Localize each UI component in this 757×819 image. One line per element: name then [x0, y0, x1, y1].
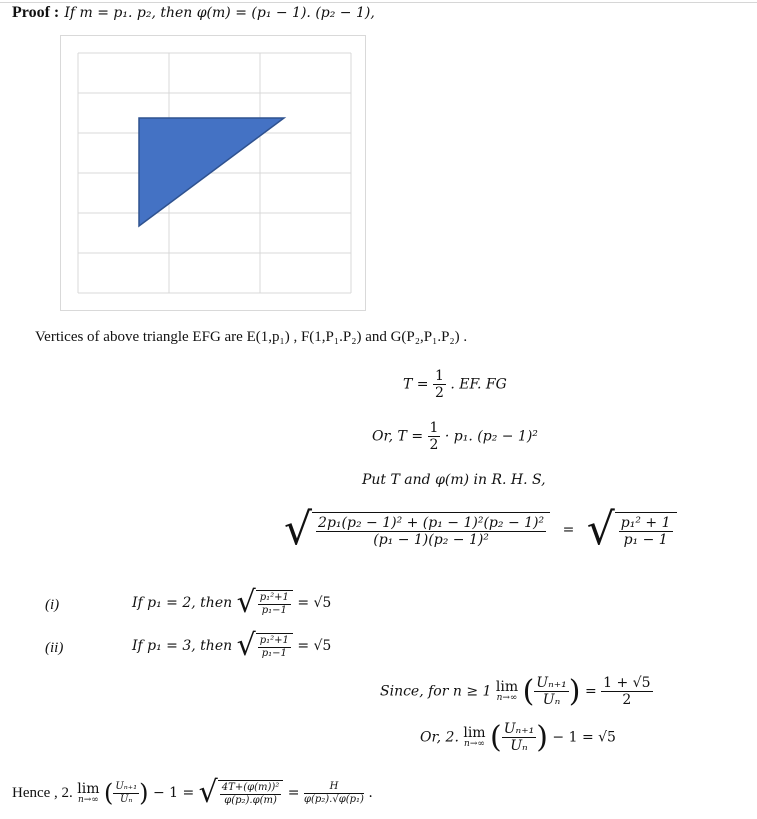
case-i-text: If p₁ = 2, then: [132, 595, 233, 611]
case-ii-num: p₁²+1: [259, 635, 289, 646]
since-lhs: Since, for n ≥ 1: [380, 683, 492, 700]
eq-or-t-rhs: · p₁. (p₂ − 1)²: [444, 428, 538, 445]
hence-sqrt-sign: √: [198, 775, 218, 810]
right-sqrt-body: [615, 512, 677, 548]
hence-eq-sign: =: [287, 785, 300, 801]
case-i-sqrt-sign: √: [236, 585, 256, 620]
since-rden: 2: [622, 692, 632, 708]
hence-lim: [77, 782, 99, 805]
eq-or-t-lhs: Or, T =: [372, 428, 424, 445]
since-fraction: [534, 675, 568, 708]
case-ii-label: (ii): [45, 640, 64, 656]
hence-den: Uₙ: [119, 793, 133, 805]
big-eq-sign: =: [562, 522, 575, 538]
since-equation: [380, 674, 653, 709]
case-ii-sqrt-body: [256, 633, 293, 659]
big-sqrt-body: [312, 512, 550, 548]
since-eq-sign: =: [584, 683, 597, 700]
since-lparen: (: [522, 674, 535, 709]
case-i-rhs: = √5: [297, 595, 332, 611]
triangle-figure: [60, 35, 366, 311]
or-lhs: Or, 2.: [420, 729, 459, 746]
case-i-num: p₁²+1: [259, 592, 289, 603]
hence-num: Uₙ₊₁: [115, 781, 138, 792]
case-i-sqrt-body: [256, 590, 293, 616]
big-fraction: [316, 515, 546, 548]
grid-lines: [78, 53, 351, 293]
right-num: p₁² + 1: [620, 514, 671, 531]
hence-mid: − 1 =: [152, 785, 195, 801]
proof-formula: If m = p₁. p₂, then φ(m) = (p₁ − 1). (p₂ − 1),: [64, 5, 375, 21]
big-num: 2p₁(p₂ − 1)² + (p₁ − 1)²(p₂ − 1)²: [318, 514, 545, 531]
or-den: Uₙ: [510, 738, 528, 754]
put-text: Put T and φ(m) in R. H. S,: [362, 472, 546, 488]
hence-sqrt-body: [218, 780, 284, 806]
hence-final-fraction: [304, 781, 364, 805]
hence-lparen: (: [103, 779, 114, 807]
equation-t: [403, 368, 507, 401]
eq-t-den: 2: [434, 385, 444, 402]
since-right-fraction: [601, 675, 652, 708]
case-i-den: p₁−1: [261, 604, 287, 616]
eq-or-t-fraction: [428, 420, 441, 453]
or-rhs: − 1 = √5: [552, 729, 616, 746]
proof-label: Proof :: [12, 4, 60, 21]
since-rparen: ): [568, 674, 581, 709]
hence-fden: φ(p₂).√φ(p₁): [303, 793, 364, 805]
case-ii-sqrt-sign: √: [236, 628, 256, 663]
right-fraction: [619, 515, 673, 548]
hence-snum: 4T+(φ(m))²: [221, 782, 280, 793]
since-lim: [496, 680, 518, 703]
since-lim-text: lim: [495, 679, 519, 695]
hence-fnum: H: [304, 781, 364, 794]
since-den: Uₙ: [542, 692, 561, 708]
or-equation: [420, 720, 616, 755]
or-lim: [463, 726, 485, 749]
eq-t-lhs: T =: [403, 376, 429, 393]
case-i-fraction: [258, 592, 291, 616]
since-lim-sub: n→∞: [496, 693, 518, 703]
proof-line: [12, 2, 375, 22]
big-den: (p₁ − 1)(p₂ − 1)²: [373, 532, 489, 548]
right-sqrt-sign: √: [586, 504, 615, 555]
hence-sqrt-fraction: [220, 782, 282, 806]
vertices-text: Vertices of above triangle EFG are E(1,p₁) , F(1,P₁.P₂) and G(P₂,P₁.P₂) .: [35, 329, 468, 345]
hence-lim-text: lim: [77, 780, 100, 797]
eq-t-rhs: . EF. FG: [450, 376, 507, 393]
case-i-equation: [132, 585, 332, 620]
since-num: Uₙ₊₁: [536, 674, 567, 691]
triangle-efg: [139, 118, 284, 226]
hence-lhs: Hence , 2.: [12, 785, 73, 801]
case-ii-equation: [132, 628, 332, 663]
case-i-label: (i): [45, 597, 60, 613]
since-rnum: 1 + √5: [603, 674, 651, 691]
eq-or-t-den: 2: [429, 437, 439, 454]
eq-or-t-num: 1: [429, 420, 439, 436]
or-lim-text: lim: [463, 725, 486, 741]
or-rparen: ): [536, 720, 548, 755]
triangle-chart: [61, 36, 367, 312]
case-ii-den: p₁−1: [261, 647, 287, 659]
or-num: Uₙ₊₁: [503, 720, 535, 737]
or-fraction: [502, 721, 536, 754]
big-sqrt-sign: √: [284, 504, 313, 555]
big-equation: [284, 504, 677, 555]
hence-equation: [12, 775, 373, 810]
eq-t-fraction: [433, 368, 446, 401]
right-den: p₁ − 1: [623, 532, 668, 548]
case-ii-text: If p₁ = 3, then: [132, 638, 233, 654]
hence-lim-sub: n→∞: [77, 794, 99, 805]
eq-t-num: 1: [434, 368, 444, 384]
hence-rparen: ): [139, 779, 149, 807]
case-ii-rhs: = √5: [297, 638, 332, 654]
equation-or-t: [372, 420, 538, 453]
or-lparen: (: [490, 720, 502, 755]
hence-fraction: [113, 781, 139, 805]
hence-sden: φ(p₂).φ(m): [224, 794, 277, 806]
or-lim-sub: n→∞: [464, 739, 485, 749]
hence-end: .: [368, 785, 373, 801]
case-ii-fraction: [258, 635, 291, 659]
